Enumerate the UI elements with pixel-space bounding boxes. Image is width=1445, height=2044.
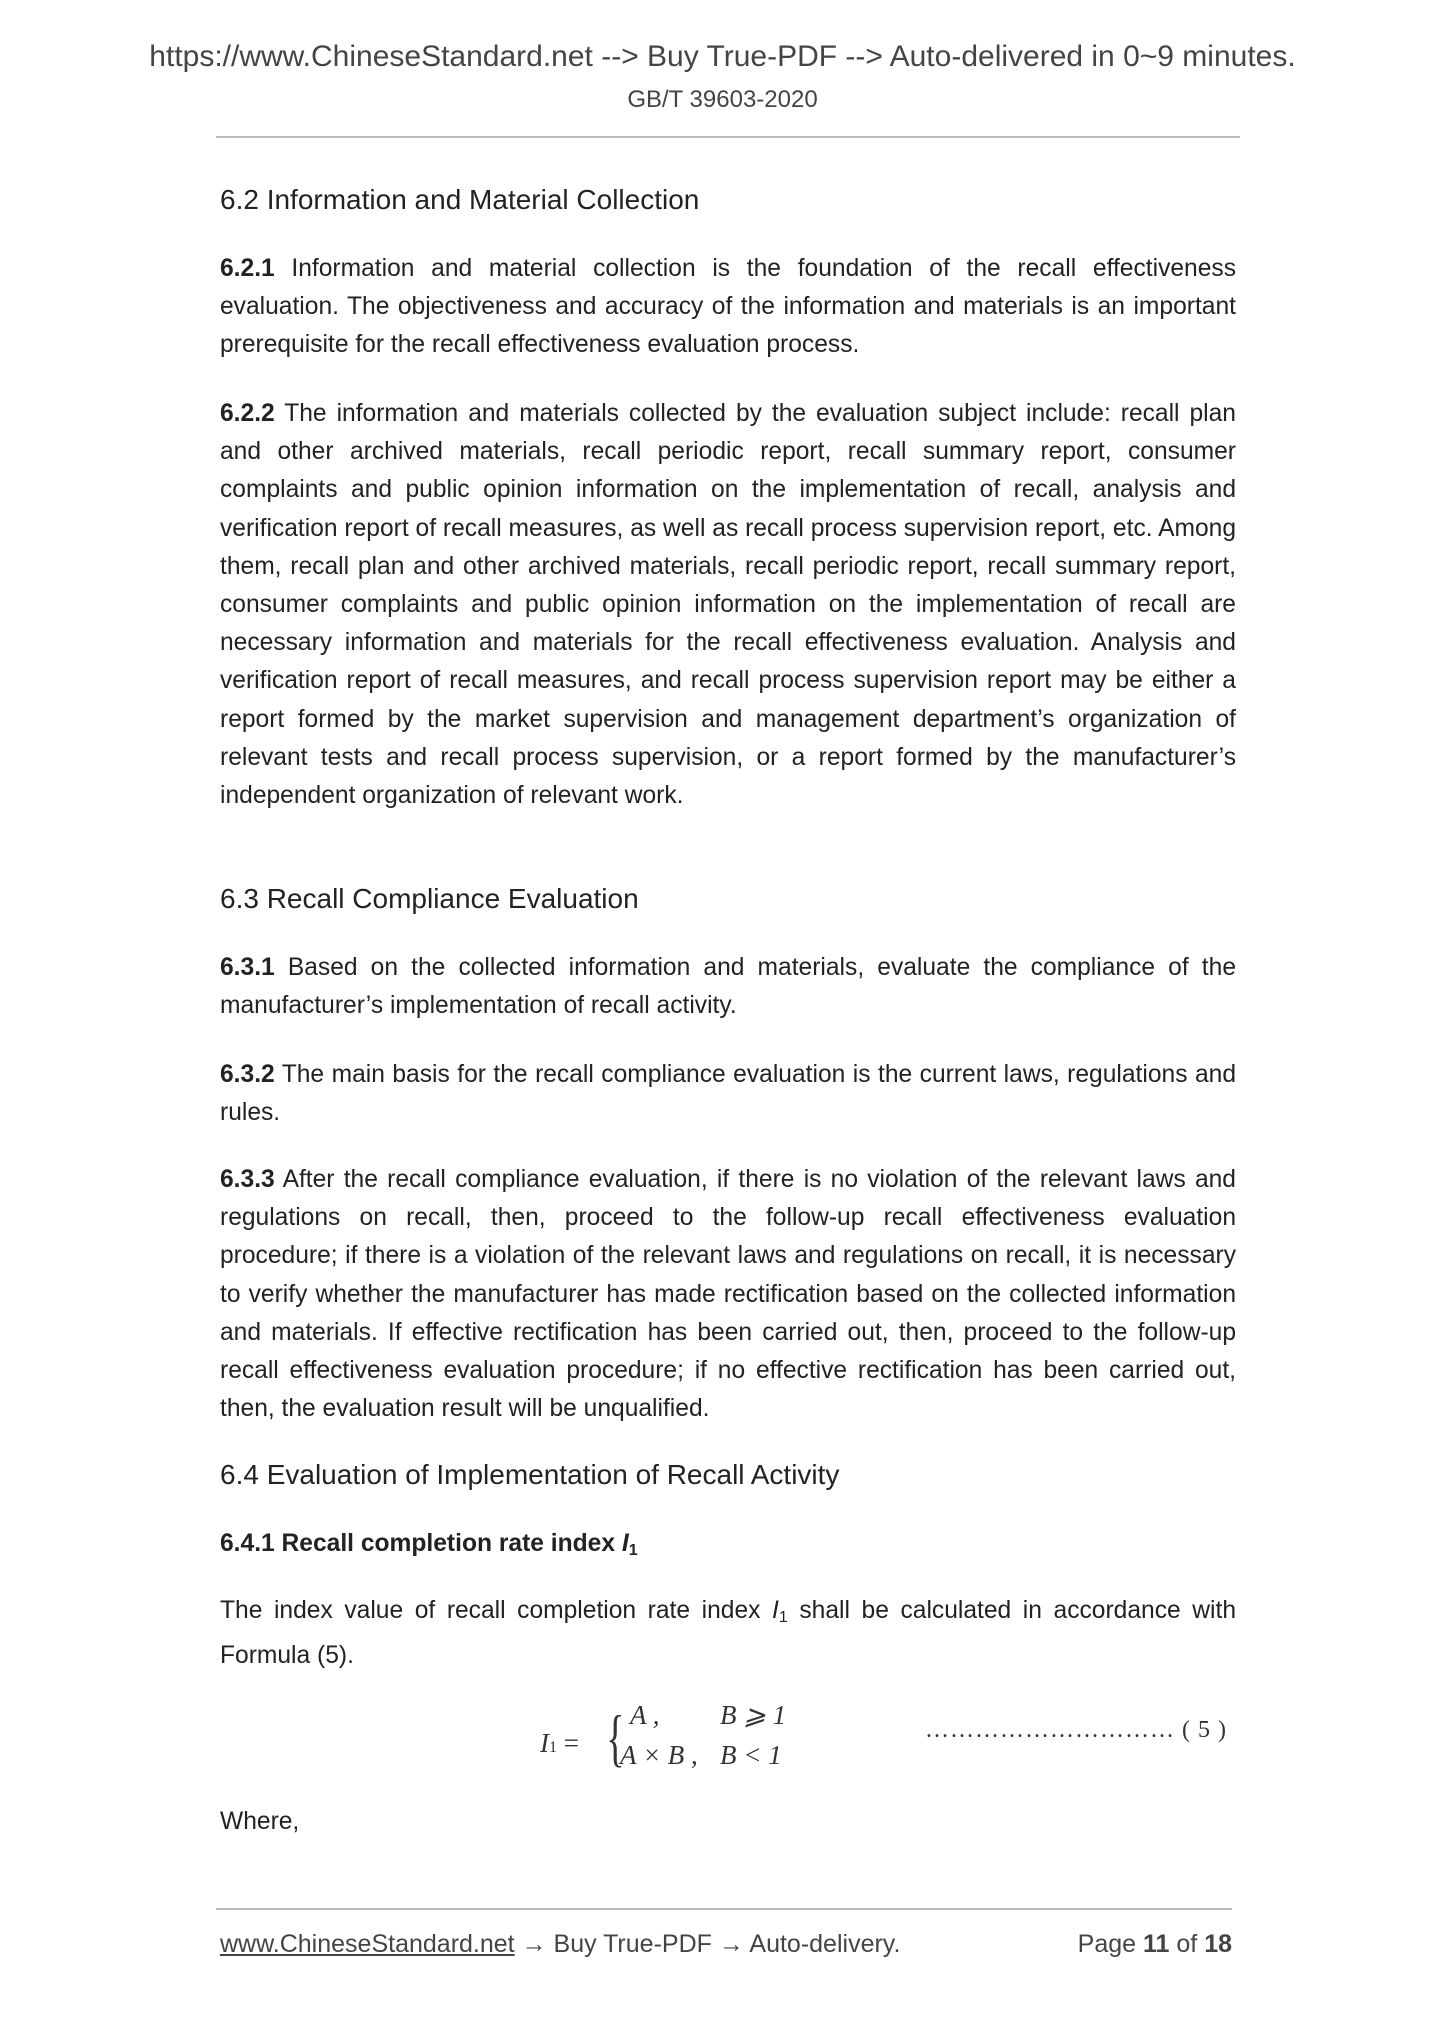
footer-text: → Buy True-PDF → Auto-delivery. <box>514 1930 901 1958</box>
clause-number: 6.2.2 <box>220 400 275 427</box>
paragraph-6-2-1 <box>220 250 1236 365</box>
page-current: 11 <box>1143 1930 1170 1958</box>
subscript: 1 <box>778 1609 788 1626</box>
text: The index value of recall completion rate index <box>220 1597 773 1624</box>
formula-number: ………………………… ( 5 ) <box>925 1717 1227 1743</box>
page-indicator <box>1078 1930 1232 1959</box>
clause-number: 6.3.3 <box>220 1166 275 1193</box>
where-label: Where, <box>220 1808 300 1835</box>
page-label: Page <box>1077 1930 1143 1958</box>
formula-lhs <box>540 1728 579 1759</box>
formula-case-2 <box>620 1740 782 1771</box>
page-total: 18 <box>1204 1930 1232 1958</box>
standard-number: GB/T 39603-2020 <box>627 86 818 113</box>
section-heading-6-3: 6.3 Recall Compliance Evaluation <box>220 883 639 914</box>
clause-number: 6.3.2 <box>220 1061 275 1088</box>
case-cond: B < 1 <box>720 1740 782 1770</box>
clause-text: Based on the collected information and materials, evaluate the compliance of the manufacturer’s implementation of recall activity. <box>220 954 1236 1020</box>
subscript: 1 <box>628 1542 638 1559</box>
subsection-heading-6-4-1 <box>220 1525 1236 1570</box>
clause-text: The information and materials collected by the evaluation subject include: recall plan and other archived materials, recall periodic report, recall summary report, consumer complaints and public opinion information on the implementation of recall, analysis and verification report of recall measures, as well as recall process supervision report, etc. Among them, recall plan and other archived materials, recall periodic report, recall summary report, consumer complaints and public opinion information on the implementation of recall are necessary information and materials for the recall effectiveness evaluation. Analysis and verification report of recall measures, and recall process supervision report may be either a report formed by the market supervision and management department’s organization of relevant tests and recall process supervision, or a report formed by the manufacturer’s independent organization of relevant work. <box>220 400 1236 810</box>
formula-case-1 <box>630 1700 787 1731</box>
footer <box>220 1930 1232 1959</box>
subsection-title: 6.4.1 Recall completion rate index <box>220 1530 622 1557</box>
paragraph-6-3-3 <box>220 1161 1236 1428</box>
section-heading-6-2: 6.2 Information and Material Collection <box>220 184 700 215</box>
of-label: of <box>1169 1930 1205 1958</box>
variable: I <box>621 1530 629 1557</box>
paragraph-index-value <box>220 1592 1236 1675</box>
subscript: 1 <box>549 1739 557 1756</box>
case-cond: B ⩾ 1 <box>720 1700 787 1730</box>
brace: { <box>606 1702 625 1773</box>
paragraph-6-2-2 <box>220 395 1236 815</box>
section-heading-6-4: 6.4 Evaluation of Implementation of Recall Activity <box>220 1459 840 1490</box>
header-divider <box>216 136 1240 138</box>
header-banner: https://www.ChineseStandard.net --> Buy True-PDF --> Auto-delivered in 0~9 minutes. <box>149 40 1296 73</box>
footer-divider <box>216 1908 1232 1910</box>
clause-text: After the recall compliance evaluation, if there is no violation of the relevant laws and regulations on recall, then, proceed to the follow-up recall effectiveness evaluation procedure; if there is a violation of the relevant laws and regulations on recall, it is necessary to verify whether the manufacturer has made rectification based on the collected information and materials. If effective rectification has been carried out, then, proceed to the follow-up recall effectiveness evaluation procedure; if no effective rectification has been carried out, then, the evaluation result will be unqualified. <box>220 1166 1236 1423</box>
clause-text: The main basis for the recall compliance evaluation is the current laws, regulations and rules. <box>220 1061 1236 1127</box>
footer-link[interactable]: www.ChineseStandard.net <box>220 1930 515 1958</box>
clause-text: Information and material collection is the foundation of the recall effectiveness evaluation. The objectiveness and accuracy of the information and materials is an important prerequisite for the recall effectiveness evaluation process. <box>220 255 1236 359</box>
equals: = <box>557 1728 579 1758</box>
paragraph-6-3-2 <box>220 1056 1236 1132</box>
case-expr: A , <box>630 1700 660 1730</box>
text: shall be calculated in accordance with Formula (5). <box>220 1597 1236 1670</box>
clause-number: 6.3.1 <box>220 954 275 981</box>
clause-number: 6.2.1 <box>220 255 275 282</box>
variable: I <box>540 1728 549 1758</box>
variable: I <box>772 1597 779 1624</box>
case-expr: A × B , <box>620 1740 698 1770</box>
paragraph-6-3-1 <box>220 949 1236 1025</box>
